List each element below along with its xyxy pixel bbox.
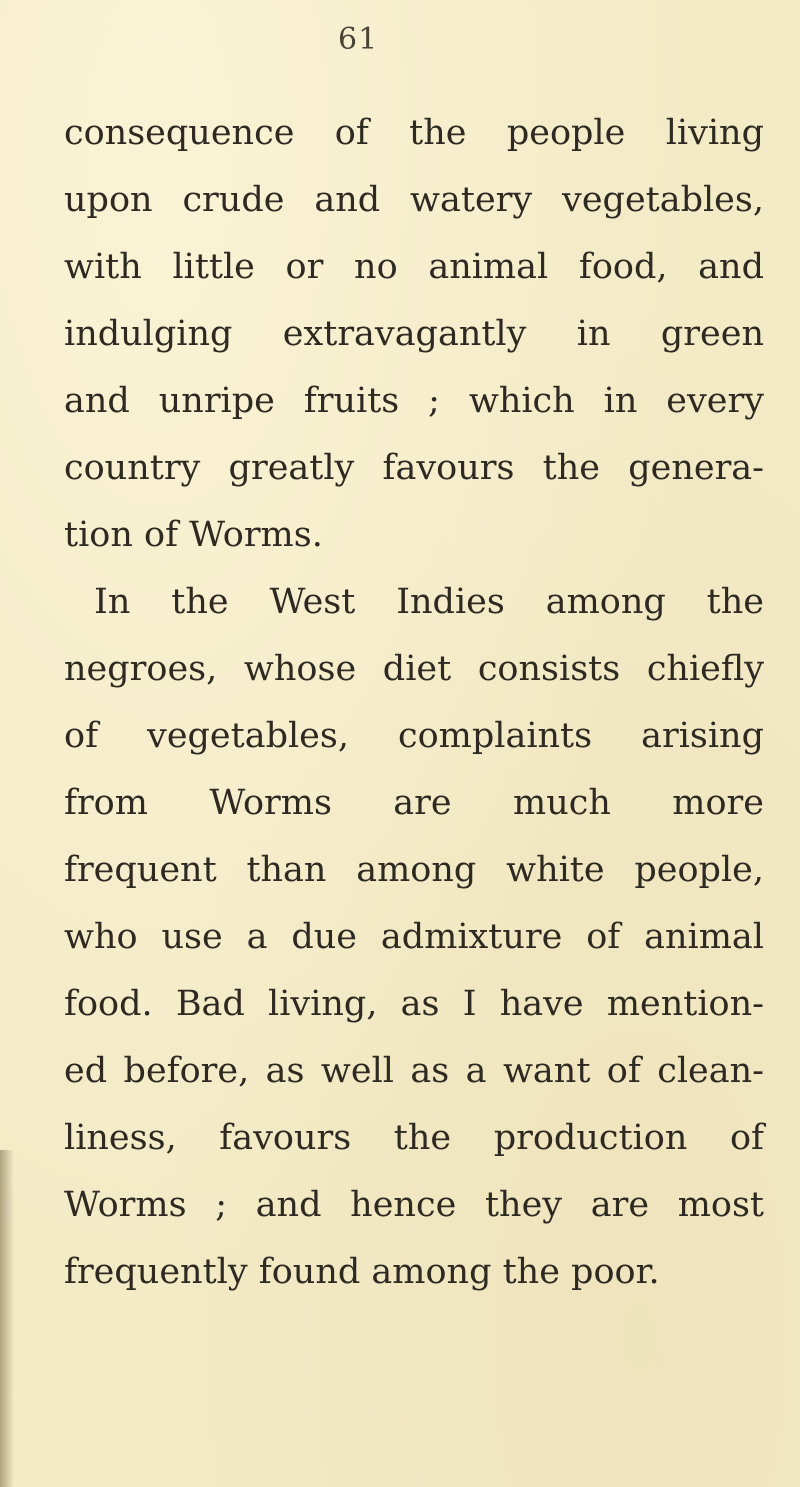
text-line: frequent than among white people,: [64, 850, 764, 890]
text-line: tion of Worms.: [64, 515, 323, 555]
text-line: ed before, as well as a want of clean-: [64, 1051, 764, 1091]
text-line: frequently found among the poor.: [64, 1252, 660, 1292]
text-line: food. Bad living, as I have mention-: [64, 984, 764, 1024]
text-line: from Worms are much more: [64, 783, 764, 823]
text-line: of vegetables, complaints arising: [64, 716, 764, 756]
text-line: liness, favours the production of: [64, 1118, 764, 1158]
text-line: with little or no animal food, and: [64, 247, 764, 287]
text-line: indulging extravagantly in green: [64, 314, 764, 354]
text-line: negroes, whose diet consists chiefly: [64, 649, 764, 689]
text-line: In the West Indies among the: [94, 582, 764, 622]
text-line: Worms ; and hence they are most: [64, 1185, 764, 1225]
body-text: [64, 100, 764, 1306]
text-line: upon crude and watery vegetables,: [64, 180, 764, 220]
text-line: and unripe fruits ; which in every: [64, 381, 764, 421]
text-line: country greatly favours the genera-: [64, 448, 764, 488]
page-edge-shadow: [0, 1150, 14, 1487]
text-line: consequence of the people living: [64, 113, 764, 153]
text-line: who use a due admixture of animal: [64, 917, 764, 957]
page-number: 61: [338, 22, 379, 57]
